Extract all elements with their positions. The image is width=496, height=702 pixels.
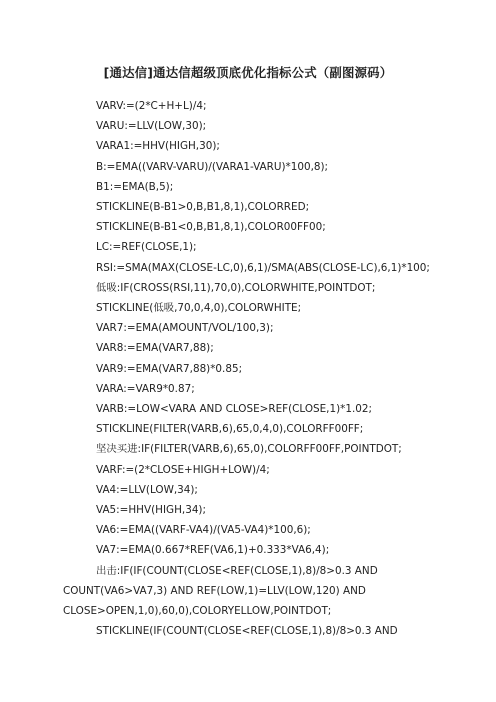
code-line: VAR8:=EMA(VAR7,88); xyxy=(96,342,214,355)
code-line: VA5:=HHV(HIGH,34); xyxy=(96,504,206,517)
code-line: VA4:=LLV(LOW,34); xyxy=(96,483,198,496)
code-line: VARA:=VAR9*0.87; xyxy=(96,382,195,395)
code-line: VAR9:=EMA(VAR7,88)*0.85; xyxy=(96,362,243,375)
code-line: LC:=REF(CLOSE,1); xyxy=(96,241,197,254)
code-line: STICKLINE(B-B1>0,B,B1,8,1),COLORRED; xyxy=(96,201,310,214)
code-line: VA7:=EMA(0.667*REF(VA6,1)+0.333*VA6,4); xyxy=(96,544,330,557)
code-line: STICKLINE(B-B1<0,B,B1,8,1),COLOR00FF00; xyxy=(96,221,326,234)
code-line: 低吸:IF(CROSS(RSI,11),70,0),COLORWHITE,POINTDOT; xyxy=(96,281,376,294)
code-line: 出击:IF(IF(COUNT(CLOSE<REF(CLOSE,1),8)/8>0.3 AND COUNT(VA6>VA7,3) AND REF(LOW,1)=LLV(LOW,120) AND CLOSE>OPEN,1,0),60,0),COLORYELLOW,POINTDOT; xyxy=(63,564,378,618)
code-line: STICKLINE(IF(COUNT(CLOSE<REF(CLOSE,1),8)/8>0.3 AND xyxy=(96,625,398,638)
code-line: VAR7:=EMA(AMOUNT/VOL/100,3); xyxy=(96,322,274,335)
code-line: VARB:=LOW<VARA AND CLOSE>REF(CLOSE,1)*1.02; xyxy=(96,403,372,416)
document-body xyxy=(63,96,433,641)
code-line: VARF:=(2*CLOSE+HIGH+LOW)/4; xyxy=(96,463,270,476)
code-line: RSI:=SMA(MAX(CLOSE-LC,0),6,1)/SMA(ABS(CLOSE-LC),6,1)*100; xyxy=(96,261,430,274)
code-line: VARA1:=HHV(HIGH,30); xyxy=(96,140,220,153)
document-title: [通达信]通达信超级顶底优化指标公式（副图源码） xyxy=(103,65,393,80)
code-line: STICKLINE(低吸,70,0,4,0),COLORWHITE; xyxy=(96,302,302,315)
code-line: 坚决买进:IF(FILTER(VARB,6),65,0),COLORFF00FF,POINTDOT; xyxy=(96,443,402,456)
code-line: STICKLINE(FILTER(VARB,6),65,0,4,0),COLORFF00FF; xyxy=(96,423,364,436)
code-line: VA6:=EMA((VARF-VA4)/(VA5-VA4)*100,6); xyxy=(96,524,311,537)
code-line: B:=EMA((VARV-VARU)/(VARA1-VARU)*100,8); xyxy=(96,160,329,173)
code-line: VARU:=LLV(LOW,30); xyxy=(96,120,207,133)
code-line: VARV:=(2*C+H+L)/4; xyxy=(96,100,207,112)
code-line: B1:=EMA(B,5); xyxy=(96,180,174,193)
